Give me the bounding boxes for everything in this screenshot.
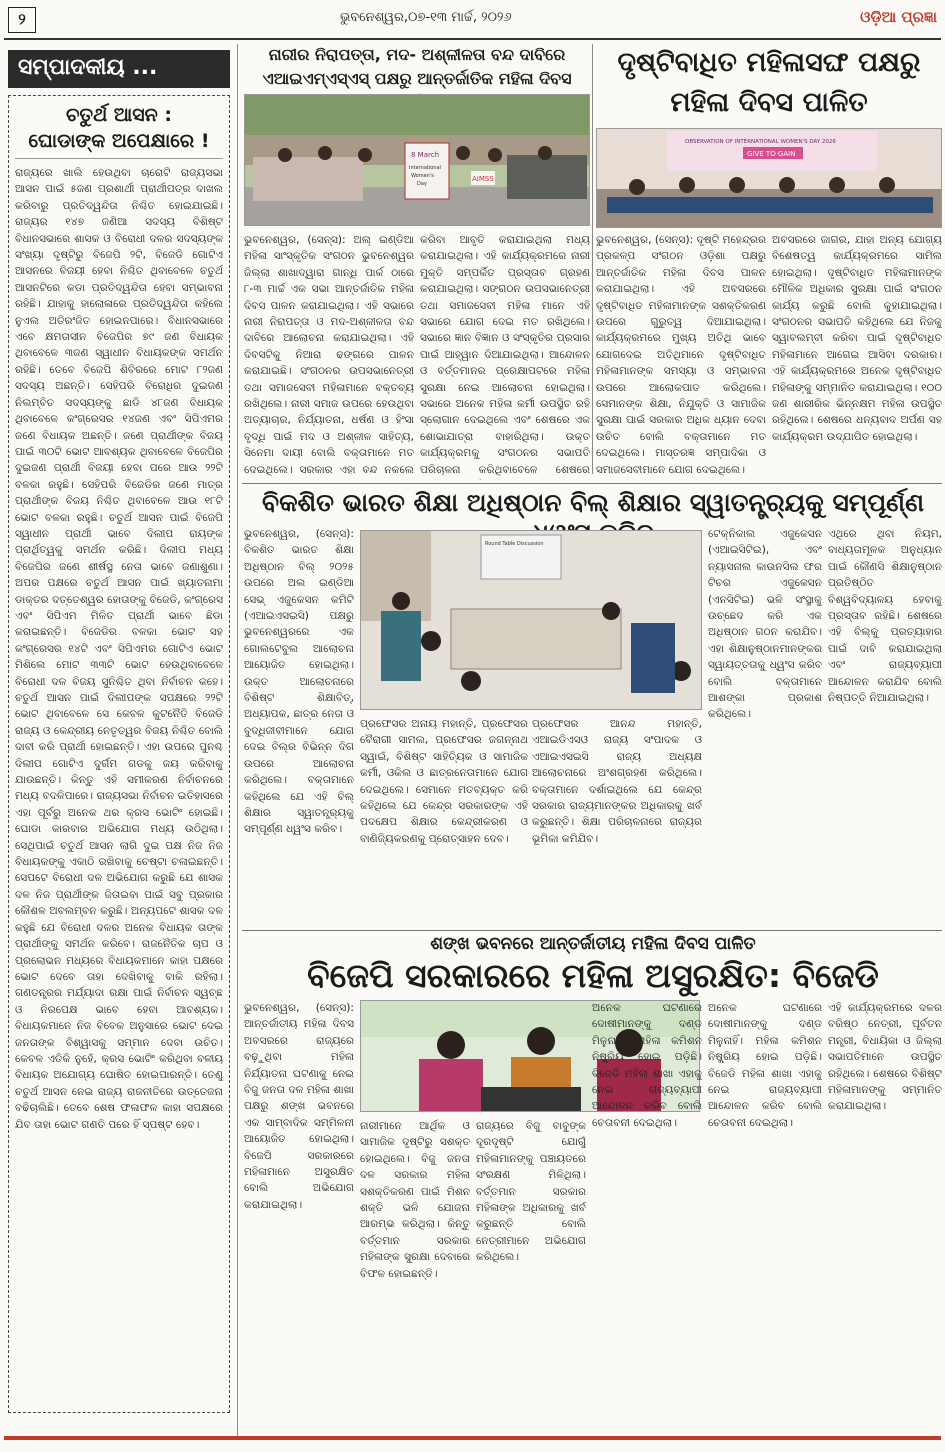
article1-body-col2: କରିବା ଆବୃତି କରାଯାଇଥିଲା ମଧ୍ୟ କରାଯାଇଥିଲା। ଏହି କାର୍ଯ୍ୟକ୍ରମରେ ନାରୀ ମୁକ୍ତି ସମ୍ପର୍କିତ ପ୍ରସ୍ତାବ ଗ୍ରହଣ କରାଯାଇଥିଲା। ସଙ୍ଗଠନ ଉପସଭାନେତ୍ରୀ ତଥା ସମାଜସେବୀ ମହିଳା ମାନେ ଏହି ସଭାରେ ଯୋଗ ଦେଇ ମତ ରଖିଥିଲେ। ସଭାରେ ଜ୍ଞାନ ବିଜ୍ଞାନ ଓ ସଂସ୍କୃତିର ପ୍ରସାର ପାଇଁ ଆହ୍ୱାନ ଦିଆଯାଇଥିଲା। ଆନ୍ଦୋଳନ ଓ ବର୍ତ୍ତମାନର ପ୍ରେକ୍ଷାପଟରେ ମହିଳା ସୁରକ୍ଷା ନେଇ ଆଲୋଚନା ହୋଇଥିଲା। ସଭାରେ ଅନେକ ମହିଳା କର୍ମୀ ଉପସ୍ଥିତ ରହି ସ୍ଲୋଗାନ ଦେଇଥିଲେ ଏବଂ ଶେଷରେ ଏକ ଶୋଭାଯାତ୍ରା ବାହାରିଥିଲା। ଉକ୍ତ କାର୍ଯ୍ୟକ୍ରମକୁ ସଂଗଠନର ସଭାପତି ପରିଚାଳନା କରିଥିବାବେଳେ ଶେଷରେ (420, 234, 590, 476)
article3-headline: ବିକଶିତ ଭାରତ ଶିକ୍ଷା ଅଧିଷ୍ଠାନ ବିଲ୍ ଶିକ୍ଷାର ସ୍ୱାତନ୍ତ୍ର୍ୟକୁ ସମ୍ପୂର୍ଣ୍ଣ (262, 488, 924, 517)
editorial-body: ରାଜ୍ୟରେ ଖାଲି ହେଉଥିବା ଚାରୋଟି ରାଜ୍ୟସଭା ଆସନ ପାଇଁ ୫ଜଣ ପ୍ରଶାର୍ଥୀ ପ୍ରାର୍ଥୀପତ୍ର ଦାଖଲ କରିବାରୁ ପ୍ରତିଦ୍ୱନ୍ଦିତା ନିଶ୍ଚିତ ହୋଇଯାଇଛି। ରାଜ୍ୟର ୧୪୭ ଜଣିଆ ସଦସ୍ୟ ବିଶିଷ୍ଟ ବିଧାନସଭାରେ ଶାସକ ଓ ବିରୋଧୀ ଦଳର ସଦସ୍ୟଙ୍କ ସଂଖ୍ୟା ଦୃଷ୍ଟିରୁ ବିଜେପି ୨ଟି, ବିଜେଡି ଗୋଟିଏ ଆସନରେ ବିଜୟୀ ହେବା ନିଶ୍ଚିତ ଥିବାବେଳେ ଚତୁର୍ଥ ଆସନଟିରେ କଡା ପ୍ରତିଦ୍ୱନ୍ଦିତା ହେବା ସମ୍ଭାବନା ରହିଛି। ଯାହାକୁ ହାଲୋଳାରେ ପ୍ରତିଦ୍ୱନ୍ଦିତା କହିଲେ ନୁଏଲ ଅତିରଂଜିତ ହୋଇନପାରେ। ବିଧାନସଭାରେ ଏବେ କ୍ଷମତାସୀନ ବିଜେପିର ୭୯ ଜଣ ବିଧାୟକ ଥିବାବେଳେ ୩ଜଣ ସ୍ୱାଧୀନ ବିଧାୟକଙ୍କ ସମର୍ଥନ ରହିଛି। ତେବେ ବିଜେପି ଶିବିରରେ ମୋଟ ୮୨ଜଣ ସଦସ୍ୟ ଅଛନ୍ତି। ସେହିପରି ବିରୋଧିର ଦୁଇଜଣ ନିଲମ୍ବିତ ସଦସ୍ୟଙ୍କୁ ଛାଡି ୪୮ଜଣ ବିଧାୟକ ଥିବାବେଳେ କଂଗ୍ରେସର ୧୪ଜଣ ଏବଂ ସିପିଏମର ଜଣେ ବିଧାୟକ ଅଛନ୍ତି। ଜଣେ ପ୍ରାର୍ଥୀଙ୍କ ବିଜୟ ପାଇଁ ୩୦ଟି ଭୋଟ ଆବଶ୍ୟକ ଥିବାବେଳେ ବିଜେପିର ଦୁଇଜଣ ପ୍ରାର୍ଥୀ ବିଜୟୀ ହେବା ପରେ ଆଉ ୨୨ଟି ବଳକା ରହୁଛି। ସେହିପରି ବିଜେଡିର ଜଣେ ମାତ୍ର ପ୍ରାର୍ଥୀଙ୍କ ବିଜୟ ନିଶ୍ଚିତ ଥିବାବେଳେ ଆଉ ୧୮ଟି ଭୋଟ ବଳକା ରହୁଛି। ଚତୁର୍ଥ ଆସନ ପାଇଁ ବିଜେପି ସ୍ୱାଧୀନ ପ୍ରାର୍ଥୀ ଭାବେ ଦିଲୀପ ରାୟଙ୍କ ପ୍ରାର୍ଥିତ୍ୱକୁ ସମର୍ଥନ କରିଛି। ଦିଲୀପ ମଧ୍ୟ ବିଜେପିର ଜଣେ ଶୀର୍ଷସ୍ଥ ନେତା ଭାବେ ଜଣାଶୁଣା। ଅପର ପକ୍ଷରେ ଚତୁର୍ଥ ଆସନ ପାଇଁ ଖ୍ୟାତନାମା ଡାକ୍ତର ଦତ୍ତେଶ୍ୱର ହୋତାଙ୍କୁ ବିଜେଡି, କଂଗ୍ରେସ ଏବଂ ସିପିଏମ ମିଳିତ ପ୍ରାର୍ଥୀ ଭାବେ ଛିଡା କରାଇଛନ୍ତି। ବିଜେଡିର ବଳକା ଭୋଟ ସହ କଂଗ୍ରେସର ୧୪ଟି ଏବଂ ସିପିଏମର ଗୋଟିଏ ଭୋଟ ମିଶିଲେ ମୋଟ ୩୩ଟି ଭୋଟ ହେଉଥିବାବେଳେ ବିରୋଧୀ ଦଳ ବିଜୟ ସୁନିଶ୍ଚିତ ଥିବା ନିର୍ବାଚନ କହେ। ଚତୁର୍ଥ ଆସନ ପାଇଁ ଦିଲୀପଙ୍କ ସପକ୍ଷରେ ୨୨ଟି ଭୋଟ ଥିବାବେଳେ ସେ କେବଳ କୁଟନୈତି ବିଜେଡି ରାଜ୍ୟ ଓ କେନ୍ଦ୍ରୀୟ ନେତୃତ୍ୱର ବିଜୟ ନିଶ୍ଚିତ ବୋଲି ଦାବୀ କରି ପ୍ରାର୍ଥୀ ହୋଇଛନ୍ତି। ଏହା ଉପରେ ପୁନଶ୍ଚ ଦିଲୀପ ଗୋଟିଏ ଦୁର୍ଗମ ଗଡକୁ ଜୟ କରିବାକୁ ଯାଉଛନ୍ତି। କିନ୍ତୁ ଏହି ସମୀକରଣ ନିର୍ବାଚନରେ ମଧ୍ୟ ବଦଳିପାରେ। ରାଜ୍ୟସଭା ନିର୍ବାଚନ ଇତିହାସରେ ଏହା ପୂର୍ବରୁ ଅନେକ ଥର କ୍ରସ ଭୋଟିଂ ହୋଇଛି। ଘୋଡା କାରବାର ଅଭିଯୋଗ ମଧ୍ୟ ଉଠିଥିଲା। ସେଥିପାଇଁ ଚତୁର୍ଥ ଆସନ ଲାଗି ଦୁଇ ପକ୍ଷ ନିଜ ନିଜ ବିଧାୟକଙ୍କୁ ଏକାଠି ରଖିବାକୁ ଚେଷ୍ଟା ଚଳାଇଛନ୍ତି। ସେପଟେ ବିରୋଧୀ ଦଳ ଅଭିଯୋଗ କରୁଛି ଯେ ଶାସକ ଦଳ ନିଜ ପ୍ରାର୍ଥୀଙ୍କ ଜିତାଇବା ପାଇଁ ସବୁ ପ୍ରକାର କୌଶଳ ଅବଲମ୍ବନ କରୁଛି। ଅନ୍ୟପଟେ ଶାସକ ଦଳ କହୁଛି ଯେ ବିରୋଧୀ ଦଳର ଅନେକ ବିଧାୟକ ତାଙ୍କ ପ୍ରାର୍ଥୀଙ୍କୁ ସମର୍ଥନ କରିବେ। ରାଜନୈତିକ ଚାପ ଓ ପ୍ରଲୋଭନ ମଧ୍ୟରେ ବିଧାୟକମାନେ କାହା ପକ୍ଷରେ ଭୋଟ ଦେବେ ତାହା ଦେଖିବାକୁ ବାକି ରହିଲା। ଗଣତନ୍ତ୍ରର ମର୍ଯ୍ୟାଦା ରକ୍ଷା ପାଇଁ ନିର୍ବାଚନ ସ୍ୱଚ୍ଛ ଓ ନିରପେକ୍ଷ ଭାବେ ହେବା ଆବଶ୍ୟକ। ବିଧାୟକମାନେ ନିଜ ବିବେକ ଅନୁସାରେ ଭୋଟ ଦେଇ ଜନତାଙ୍କ ବିଶ୍ୱାସକୁ ସମ୍ମାନ ଦେବା ଉଚିତ। କେବଳ ଏତିକି ନୁହେଁ, କ୍ରସ ଭୋଟିଂ କରିଥିବା ବଳୀୟ ବିଧାୟକ ଅଯୋଗ୍ୟ ଘୋଷିତ ହୋଇପାରନ୍ତି। ତେଣୁ ଚତୁର୍ଥ ଆସନ ନେଇ ରାଜ୍ୟ ରାଜନୀତିରେ ଉତ୍ତେଜନା ବଢିଚାଲିଛି। ତେବେ ଶେଷ ଫଳାଫଳ କାହା ସପକ୍ଷରେ ଯିବ ତାହା ଭୋଟ ଗଣତି ପରେ ହିଁ ସ୍ପଷ୍ଟ ହେବ। (15, 167, 223, 1131)
article4-body-col4-a: ଅନେକ ଘଟଣାରେ ଦୋଷୀମାନଙ୍କୁ ଦଣ୍ଡ ମିଳୁନାହିଁ। ମହିଳା କମିଶନ ନିଷ୍କ୍ରିୟ ହୋଇ ପଡ଼ିଛି। ବିଜେଡି ମହିଳା ଶାଖା ଏହାକୁ ନେଇ ରାଜ୍ୟବ୍ୟାପୀ ଆନ୍ଦୋଳନ କରିବ ବୋଲି ଚେତାବନୀ ଦେଇଥିଲା। (592, 1002, 702, 1129)
article4-body-col4-b: ଅନେକ ଘଟଣାରେ ଦୋଷୀମାନଙ୍କୁ ଦଣ୍ଡ ମିଳୁନାହିଁ। ମହିଳା କମିଶନ ନିଷ୍କ୍ରିୟ ହୋଇ ପଡ଼ିଛି। ବିଜେଡି ମହିଳା ଶାଖା ଏହାକୁ ନେଇ ରାଜ୍ୟବ୍ୟାପୀ ଆନ୍ଦୋଳନ କରିବ ବୋଲି ଚେତାବନୀ ଦେଇଥିଲା। (708, 1002, 822, 1129)
women-day-rally-image (245, 95, 590, 226)
footer-rule (4, 1436, 941, 1440)
column-divider (592, 44, 593, 474)
article4-body-col1: ଭୁବନେଶ୍ୱର, (ସେନ୍ସ): ଆନ୍ତର୍ଜାତୀୟ ମହିଳା ଦିବସ ଅବସରରେ ରାଜ୍ୟରେ ବଢ଼ୁଥିବା ମହିଳା ନିର୍ଯ୍ୟାତନା ଘଟଣାକୁ ନେଇ ବିଜୁ ଜନତା ଦଳ ମହିଳା ଶାଖା ପକ୍ଷରୁ ଶଙ୍ଖ ଭବନରେ ଏକ ସାମ୍ବାଦିକ ସମ୍ମିଳନୀ ଆୟୋଜିତ ହୋଇଥିଲା। ବିଜେପି ସରକାରରେ ମହିଳାମାନେ ଅସୁରକ୍ଷିତ ବୋଲି ଅଭିଯୋଗ କରାଯାଇଥିଲା। (244, 1002, 354, 1211)
article2-body-col1: ଭୁବନେଶ୍ୱର, (ସେନ୍ସ): ଦୃଷ୍ଟି ମହେନ୍ଦ୍ରର ପ୍ରକଳ୍ପ ସଂଗଠନ ଓଡ଼ିଶା ପକ୍ଷରୁ ଆନ୍ତର୍ଜାତିକ ମହିଳା ଦିବସ ପାଳନ କରାଯାଇଥିଲା। ଏହି ଅବସରରେ ଦୃଷ୍ଟିବାଧିତ ମହିଳାମାନଙ୍କ ସଶକ୍ତିକରଣ ଉପରେ ଗୁରୁତ୍ୱ ଦିଆଯାଇଥିଲା। କାର୍ଯ୍ୟକ୍ରମରେ ମୁଖ୍ୟ ଅତିଥି ଭାବେ ଯୋଗଦେଇ ଅତିଥିମାନେ ଦୃଷ୍ଟିବାଧିତ ମହିଳାମାନଙ୍କ ସମସ୍ୟା ଓ ସମ୍ଭାବନା ଉପରେ ଆଲୋକପାତ କରିଥିଲେ। ସେମାନଙ୍କ ଶିକ୍ଷା, ନିଯୁକ୍ତି ଓ ସାମାଜିକ ସୁରକ୍ଷା ପାଇଁ ସରକାର ଅଧିକ ଧ୍ୟାନ ଦେବା ଉଚିତ ବୋଲି ବକ୍ତାମାନେ ମତ ଦେଇଥିଲେ। ମାସ୍ତରଜ୍ଞ ସମ୍ପାଦିକା ଓ ସମାଜସେବୀମାନେ ଯୋଗ ଦେଇଥିଲେ। (596, 234, 766, 476)
header-rule (4, 38, 941, 40)
editorial-banner: ସମ୍ପାଦକୀୟ ... (8, 50, 230, 88)
section-divider (242, 930, 942, 931)
editorial-title-line1: ଚତୁର୍ଥ ଆସନ : (66, 104, 172, 126)
round-table-discussion-image (361, 531, 702, 710)
article3-photo (360, 530, 702, 710)
svg-text:International: International (409, 165, 441, 171)
article4-body-col2: ନାରୀମାନେ ଆର୍ଥିକ ଓ ସାମାଜିକ ଦୃଷ୍ଟିରୁ ସଶକ୍ତ ହୋଇଥିଲେ। ବିଜୁ ଜନତା ଦଳ ସରକାର ମହିଳା ସଶକ୍ତିକରଣ ପାଇଁ ମିଶନ ଶକ୍ତି ଭଳି ଯୋଜନା ଆରମ୍ଭ କରିଥିଲା। କିନ୍ତୁ ବର୍ତ୍ତମାନ ସରକାର ମହିଳାଙ୍କ ସୁରକ୍ଷା ଦେବାରେ ବିଫଳ ହୋଇଛନ୍ତି। (360, 1120, 470, 1280)
editorial-box (8, 95, 230, 1413)
article3-body-col2: ପ୍ରଫେସର ଅନାୟ ମହାନ୍ତି, ପ୍ରଫେସର ବୈରାଗୀ ସାମଲ, ପ୍ରଫେସର ଜଗନ୍ନାଥ ସ୍ୱାଇଁ, ବିଶିଷ୍ଟ ସାହିତ୍ୟିକ ଓ ସାମାଜିକ କର୍ମୀ, ଓକିଲ ଓ ଛାତ୍ରନେତାମାନେ ଯୋଗ ଦେଇଥିଲେ। ସେମାନେ ମତବ୍ୟକ୍ତ କରି କହିଥିଲେ ଯେ କେନ୍ଦ୍ର ସରକାରଙ୍କ ଏହି ପଦକ୍ଷେପ ଶିକ୍ଷାର କେନ୍ଦ୍ରୀକରଣ ଓ ବାଣିଜ୍ୟିକରଣକୁ ପ୍ରୋତ୍ସାହନ ଦେବ। (360, 718, 528, 845)
article4-body-col5: ଏହି କାର୍ଯ୍ୟକ୍ରମରେ ଦଳର ବରିଷ୍ଠ ନେତ୍ରୀ, ପୂର୍ବତନ ମନ୍ତ୍ରୀ, ବିଧାୟିକା ଓ ଜିଲ୍ଲା ସଭାପତିମାନେ ଉପସ୍ଥିତ ରହିଥିଲେ। ଶେଷରେ ବିଶିଷ୍ଟ ମହିଳାମାନଙ୍କୁ ସମ୍ମାନିତ କରାଯାଇଥିଲା। (828, 1002, 942, 1113)
newspaper-logo: ଓଡ଼ିଆ ପ୍ରଜ୍ଞା (860, 8, 937, 26)
article2-body-col2: ଅବସରରେ ଜାଗର, ଯାହା ଅନ୍ୟ ଯୋଗ୍ୟ ବିଶେଷତ୍ୱ କାର୍ଯ୍ୟକ୍ରମରେ ସାମିଲ ହୋଇଥିଲା। ଦୃଷ୍ଟିବାଧିତ ମହିଳାମାନଙ୍କ ମୌଳିକ ଅଧିକାର ସୁରକ୍ଷା ପାଇଁ ସଂଗଠନ କାର୍ଯ୍ୟ କରୁଛି ବୋଲି କୁହାଯାଇଥିଲା। ସଂଗଠନର ସଭାପତି କହିଥିଲେ ଯେ ନିଜକୁ ସ୍ୱାବଲମ୍ବୀ କରିବା ପାଇଁ ଦୃଷ୍ଟିବାଧିତ ମହିଳାମାନେ ଆଗେଇ ଆସିବା ଦରକାର। ଏହି କାର୍ଯ୍ୟକ୍ରମରେ ଅନେକ ଦୃଷ୍ଟିବାଧିତ ମହିଳାଙ୍କୁ ସମ୍ମାନିତ କରାଯାଇଥିଲା। ୧୦୦ ଜଣ ଶାରୀରିକ ଭିନ୍ନକ୍ଷମ ମହିଳା ଉପସ୍ଥିତ ରହିଥିଲେ। ଶେଷରେ ଧନ୍ୟବାଦ ଅର୍ପଣ ସହ କାର୍ଯ୍ୟକ୍ରମ ଉଦ୍‌ଯାପିତ ହୋଇଥିଲା। (772, 234, 942, 443)
round-table-banner: Round Table Discussion (485, 541, 544, 547)
article3-body-col4: ଟେକ୍ନିକାଲ ଏଜୁକେସନ (ଏଆଇସିଟିଇ), ଏବଂ ନ୍ୟାସନାଲ କାଉନସିଲ ଫର ଟିଚର ଏଜୁକେସନ (ଏନସିଟିଇ) ଭଳି ସଂସ୍ଥାକୁ ଉଚ୍ଛେଦ କରି ଏକ ଅଧିଷ୍ଠାନ ଗଠନ କରାଯିବ। ଏହା ଶିକ୍ଷାନୁଷ୍ଠାନମାନଙ୍କର ସ୍ୱାୟତ୍ତତାକୁ ଧ୍ୱଂସ କରିବ ବୋଲି ବକ୍ତାମାନେ ଆଶଙ୍କା ପ୍ରକାଶ କରିଥିଲେ। (708, 528, 822, 721)
article4-kicker: ଶଙ୍ଖ ଭବନରେ ଆନ୍ତର୍ଜାତୀୟ ମହିଳା ଦିବସ ପାଳିତ (430, 934, 756, 954)
article2-headline-line1: ଦୃଷ୍ଟିବାଧିତ ମହିଳାସଙ୍ଘ ପକ୍ଷରୁ (617, 47, 921, 78)
issue-date: ଭୁବନେଶ୍ୱର,୦୭-୧୩ ମାର୍ଚ୍ଚ, ୨୦୨୬ (340, 10, 512, 25)
section-divider (242, 483, 942, 484)
visually-impaired-meeting-image (597, 129, 942, 228)
editorial-title-line2: ଘୋଡାଙ୍କ ଅପେକ୍ଷାରେ ! (15, 128, 223, 159)
article1-headline-line2: ଏଆଇଏମ୍‌ଏସ୍‌ଏସ୍ ପକ୍ଷରୁ ଆନ୍ତର୍ଜାତିକ ମହିଳା ଦିବସ (262, 69, 572, 88)
article1-headline-line1: ନାରୀର ନିରାପତ୍ତା, ମଦ- ଅଶ୍ଳୀଳତା ବନ୍ଦ ଦାବିରେ (268, 45, 566, 64)
article1-body-col1: ଭୁବନେଶ୍ୱର, (ସେନ୍ସ): ଅଲ୍ ଇଣ୍ଡିଆ ମହିଳା ସାଂସ୍କୃତିକ ସଂଗଠନ ଭୁବନେଶ୍ୱର ଜିଲ୍ଲା ଶାଖାଦ୍ୱାରା ଗାନ୍ଧି ପାର୍କ ଠାରେ ୮-୩ ମାର୍ଚ୍ଚ ଏକ ସଭା ଆନ୍ତର୍ଜାତିକ ମହିଳା ଦିବସ ପାଳନ କରାଯାଇଥିଲା। ଏହି ସଭାରେ ନାରୀ ନିରାପତ୍ତା ଓ ମଦ-ଅଶ୍ଳୀଳତା ବନ୍ଦ ଦାବିରେ ଆଲୋଚନା କରାଯାଇଥିଲା। ଏହି ଦିବସଟିକୁ ନିଆରା ଢଙ୍ଗରେ ପାଳନ କରାଯାଇଛି। ସଂଗଠନର ଉପସଭାନେତ୍ରୀ ତଥା ସମାଜସେବୀ ମହିଳାମାନେ ବକ୍ତବ୍ୟ ରଖିଥିଲେ। ନାରୀ ସମାଜ ଉପରେ ହେଉଥିବା ଅତ୍ୟାଚାର, ନିର୍ଯ୍ୟାତନା, ଧର୍ଷଣ ଓ ହିଂସା ବୃଦ୍ଧି ପାଇଁ ମଦ ଓ ଅଶ୍ଳୀଳ ସାହିତ୍ୟ, ସିନେମା ଦାୟୀ ବୋଲି ବକ୍ତାମାନେ ମତ ଦେଇଥିଲେ। ସରକାର ଏହା ବନ୍ଦ ନକଲେ (244, 234, 414, 476)
article2-headline-line2: ମହିଳା ଦିବସ ପାଳିତ (670, 87, 868, 118)
aimss-sign: AIMSS (472, 175, 494, 183)
column-divider (237, 44, 238, 1436)
svg-text:Women's: Women's (411, 173, 434, 179)
women-day-placard: 8 March (411, 151, 440, 159)
page-header (0, 0, 945, 40)
banner-theme: GIVE TO GAIN (747, 150, 796, 158)
article3-body-col5: ଏଥିରେ ଥିବା ନିୟମ, ବାଧ୍ୟତାମୂଳକ ଅନୁଧ୍ୟାନ ପାଇଁ କୌଣସି ଶିକ୍ଷାନୁଷ୍ଠାନ ପ୍ରତିଷ୍ଠିତ ବିଶ୍ୱବିଦ୍ୟାଳୟ ହେବାକୁ ପ୍ରସ୍ତାବ ରହିଛି। ଶେଷରେ ଏହି ବିଲ୍‌କୁ ପ୍ରତ୍ୟାହାର ପାଇଁ ଦାବି କରାଯାଇଥିଲା ଏବଂ ରାଜ୍ୟବ୍ୟାପୀ ଆନ୍ଦୋଳନ କରାଯିବ ବୋଲି ନିଷ୍ପତ୍ତି ନିଆଯାଇଥିଲା। (828, 528, 942, 705)
banner-title: OBSERVATION OF INTERNATIONAL WOMEN'S DAY 2026 (685, 139, 836, 145)
article3-body-col1: ଭୁବନେଶ୍ୱର, (ସେନ୍ସ): ବିକଶିତ ଭାରତ ଶିକ୍ଷା ଅଧିଷ୍ଠାନ ବିଲ୍ ୨୦୨୫ ଉପରେ ଅଲ ଇଣ୍ଡିଆ ସେଭ୍ ଏଜୁକେସନ କମିଟି (ଏଆଇଏସଇସି) ପକ୍ଷରୁ ଭୁବନେଶ୍ୱରରେ ଏକ ଗୋଲଟେବୁଲ ଆଲୋଚନା ଆୟୋଜିତ ହୋଇଥିଲା। ଉକ୍ତ ଆଲୋଚନାରେ ବିଶିଷ୍ଟ ଶିକ୍ଷାବିତ୍, ଅଧ୍ୟାପକ, ଛାତ୍ର ନେତା ଓ ବୁଦ୍ଧିଜୀବୀମାନେ ଯୋଗ ଦେଇ ବିଲ୍‌ର ବିଭିନ୍ନ ଦିଗ ଉପରେ ଆଲୋଚନା କରିଥିଲେ। ବକ୍ତାମାନେ କହିଥିଲେ ଯେ ଏହି ବିଲ୍ ଶିକ୍ଷାର ସ୍ୱାତନ୍ତ୍ର୍ୟକୁ ସମ୍ପୂର୍ଣ୍ଣ ଧ୍ୱଂସ କରିବ। (244, 528, 354, 836)
article1-photo (244, 94, 590, 226)
article3-body-col3: ପ୍ରଫେସର ଆନନ୍ଦ ମହାନ୍ତି, ଏଆଇଡିଏସଓ ରାଜ୍ୟ ସଂପାଦକ ଓ ଏଆଇଏସଇସି ରାଜ୍ୟ ଅଧ୍ୟକ୍ଷ ଆଲୋଚନାରେ ଅଂଶଗ୍ରହଣ କରିଥିଲେ। ବକ୍ତାମାନେ ଦର୍ଶାଇଥିଲେ ଯେ କେନ୍ଦ୍ର ସରକାର ରାଜ୍ୟମାନଙ୍କର ଅଧିକାରକୁ ଖର୍ବ କରୁଛନ୍ତି। ଶିକ୍ଷା ପରିଚାଳନାରେ ରାଜ୍ୟର ଭୂମିକା କମିଯିବ। (532, 718, 702, 845)
article2-photo (596, 128, 942, 228)
article4-body-col3: ରାଜ୍ୟରେ ବିଜୁ ବାବୁଙ୍କ ଦୂରଦୃଷ୍ଟି ଯୋଗୁଁ ମହିଳାମାନଙ୍କୁ ପଞ୍ଚାୟତରେ ସଂରକ୍ଷଣ ମିଳିଥିଲା। ବର୍ତ୍ତମାନ ସରକାର ମହିଳାଙ୍କ ଅଧିକାରକୁ ଖର୍ବ କରୁଛନ୍ତି ବୋଲି ନେତ୍ରୀମାନେ ଅଭିଯୋଗ କରିଥିଲେ। (476, 1120, 586, 1264)
article4-headline: ବିଜେପି ସରକାରରେ ମହିଳା ଅସୁରକ୍ଷିତ: ବିଜେଡି (307, 956, 879, 995)
svg-text:Day: Day (417, 181, 427, 187)
page-number: ୨ (8, 7, 36, 33)
